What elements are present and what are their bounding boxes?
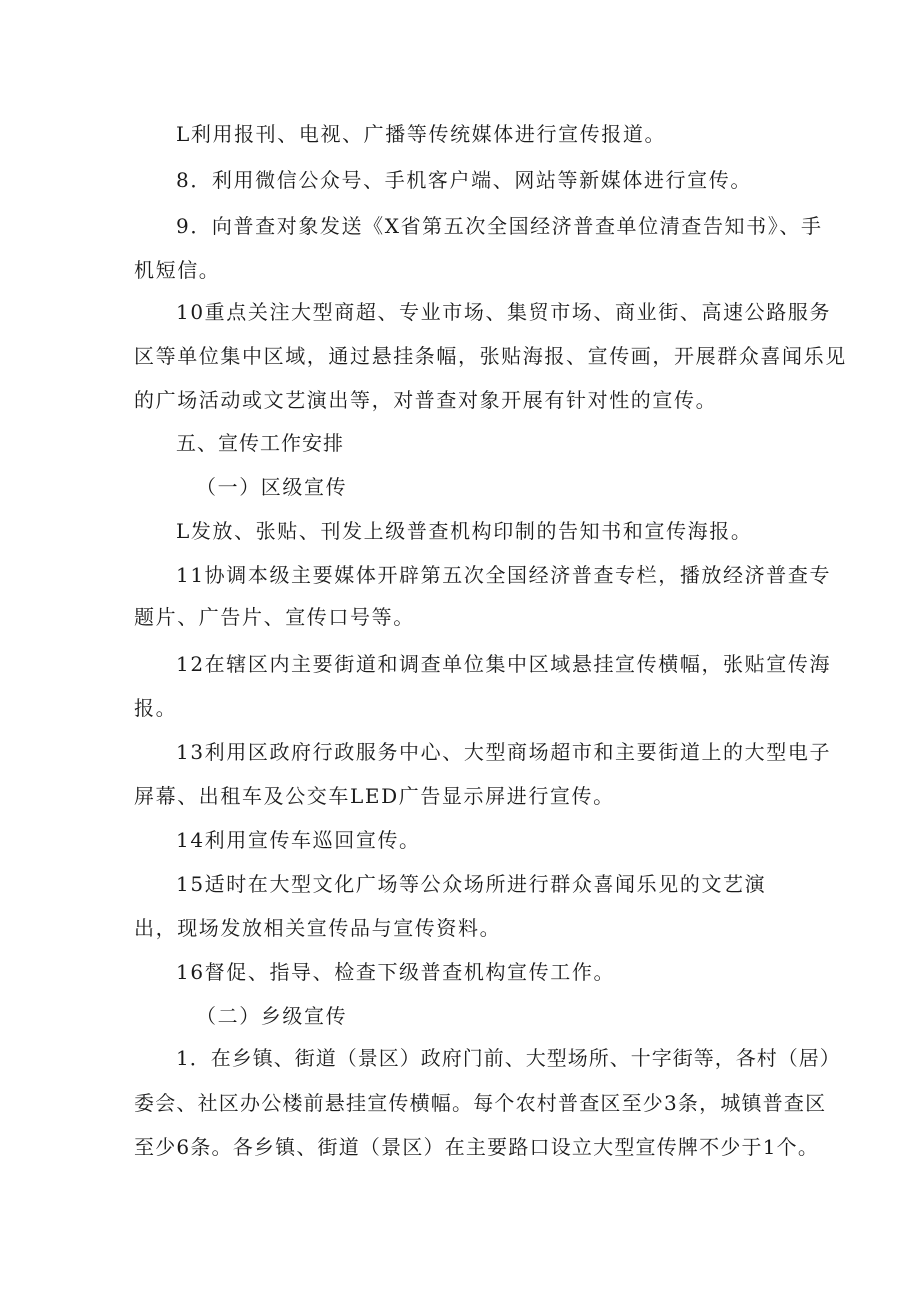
paragraph-line: 出，现场发放相关宣传品与宣传资料。 <box>134 916 502 940</box>
paragraph-line: 1．在乡镇、街道（景区）政府门前、大型场所、十字街等，各村（居） <box>176 1046 841 1070</box>
paragraph-line: L利用报刊、电视、广播等传统媒体进行宣传报道。 <box>176 122 667 146</box>
paragraph-line: 至少6条。各乡镇、街道（景区）在主要路口设立大型宣传牌不少于1个。 <box>134 1135 820 1159</box>
paragraph-line: 屏幕、出租车及公交车LED广告显示屏进行宣传。 <box>134 784 615 808</box>
paragraph-line: 报。 <box>134 696 178 720</box>
subsection-heading: （一）区级宣传 <box>196 475 348 499</box>
paragraph-line: 13利用区政府行政服务中心、大型商场超市和主要街道上的大型电子 <box>176 740 832 764</box>
subsection-heading: （二）乡级宣传 <box>196 1004 348 1028</box>
paragraph-line: 12在辖区内主要街道和调查单位集中区域悬挂宣传横幅，张贴宣传海 <box>176 652 832 676</box>
paragraph-line: L发放、张贴、刊发上级普查机构印制的告知书和宣传海报。 <box>176 519 753 543</box>
paragraph-line: 10重点关注大型商超、专业市场、集贸市场、商业街、高速公路服务 <box>176 300 832 324</box>
paragraph-line: 题片、广告片、宣传口号等。 <box>134 605 415 629</box>
paragraph-line: 16督促、指导、检查下级普查机构宣传工作。 <box>176 960 616 984</box>
paragraph-line: 9．向普查对象发送《X省第五次全国经济普查单位清查告知书》、手 <box>176 214 823 238</box>
paragraph-line: 机短信。 <box>134 258 221 282</box>
paragraph-line: 15适时在大型文化广场等公众场所进行群众喜闻乐见的文艺演 <box>176 872 767 896</box>
paragraph-line: 委会、社区办公楼前悬挂宣传横幅。每个农村普查区至少3条，城镇普查区 <box>134 1091 827 1115</box>
paragraph-line: 的广场活动或文艺演出等，对普查对象开展有针对性的宣传。 <box>134 388 718 412</box>
section-heading: 五、宣传工作安排 <box>176 431 344 455</box>
paragraph-line: 区等单位集中区域，通过悬挂条幅，张贴海报、宣传画，开展群众喜闻乐见 <box>134 344 847 368</box>
paragraph-line: 11协调本级主要媒体开辟第五次全国经济普查专栏，播放经济普查专 <box>176 563 832 587</box>
paragraph-line: 8．利用微信公众号、手机客户端、网站等新媒体进行宣传。 <box>176 168 752 192</box>
paragraph-line: 14利用宣传车巡回宣传。 <box>176 828 421 852</box>
